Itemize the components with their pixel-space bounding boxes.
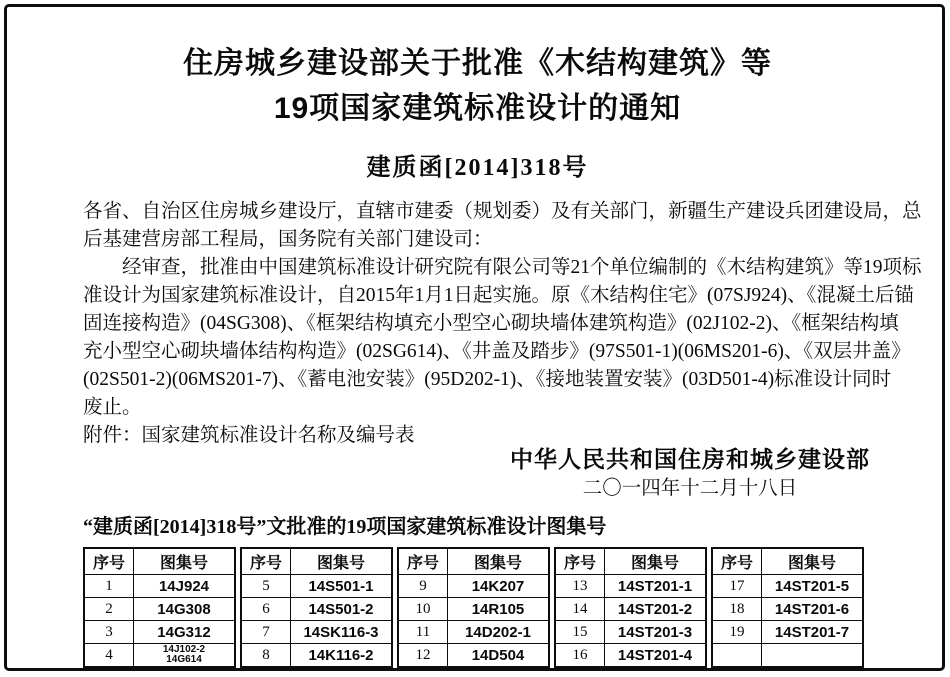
serial-cell: 14 [555, 598, 605, 621]
serial-header: 序号 [84, 548, 134, 575]
code-cell: 14ST201-1 [605, 575, 707, 598]
serial-cell: 12 [398, 644, 448, 668]
code-cell: 14G308 [134, 598, 236, 621]
catalog-table [711, 547, 864, 668]
code-header: 图集号 [291, 548, 393, 575]
serial-cell: 1 [84, 575, 134, 598]
code-cell: 14K116-2 [291, 644, 393, 668]
table-row [398, 621, 549, 644]
page-border-frame [4, 4, 945, 671]
table-row [241, 644, 392, 668]
code-header: 图集号 [762, 548, 864, 575]
code-cell: 14D504 [448, 644, 550, 668]
code-line: 14G614 [166, 654, 202, 665]
table-row [712, 644, 863, 668]
catalog-table [554, 547, 707, 668]
serial-cell: 13 [555, 575, 605, 598]
code-cell: 14ST201-2 [605, 598, 707, 621]
serial-cell: 5 [241, 575, 291, 598]
signature-block [510, 444, 870, 502]
table-row [398, 644, 549, 668]
atlas-number-tables [83, 547, 872, 668]
table-header-row [555, 548, 706, 575]
issuer-name: 中华人民共和国住房和城乡建设部 [510, 446, 870, 472]
code-cell: 14D202-1 [448, 621, 550, 644]
code-cell [762, 644, 864, 668]
table-header-row [241, 548, 392, 575]
table-row [555, 575, 706, 598]
table-row [398, 575, 549, 598]
code-cell: 14ST201-7 [762, 621, 864, 644]
table-row [712, 575, 863, 598]
table-row [84, 621, 235, 644]
code-cell: 14SK116-3 [291, 621, 393, 644]
body-line: 后基建营房部工程局，国务院有关部门建设司： [83, 229, 493, 250]
title-line-2: 19项国家建筑标准设计的通知 [273, 92, 682, 125]
issue-date: 二〇一四年十二月十八日 [582, 478, 798, 499]
serial-cell: 15 [555, 621, 605, 644]
serial-cell: 9 [398, 575, 448, 598]
document-body [83, 198, 922, 422]
code-cell: 14S501-1 [291, 575, 393, 598]
serial-cell [712, 644, 762, 668]
serial-cell: 16 [555, 644, 605, 668]
serial-cell: 10 [398, 598, 448, 621]
table-header-row [84, 548, 235, 575]
catalog-table [397, 547, 550, 668]
table-row [712, 598, 863, 621]
code-cell: 14ST201-4 [605, 644, 707, 668]
table-row [84, 598, 235, 621]
serial-cell: 17 [712, 575, 762, 598]
body-line: 充小型空心砌块墙体结构构造》(02SG614)、《井盖及踏步》(97S501-1)(06MS201-6)、《双层井盖》 [83, 341, 911, 362]
code-cell: 14K207 [448, 575, 550, 598]
code-cell: 14S501-2 [291, 598, 393, 621]
code-cell: 14J924 [134, 575, 236, 598]
table-row [241, 621, 392, 644]
table-row [84, 575, 235, 598]
code-cell: 14G312 [134, 621, 236, 644]
body-line: 各省、自治区住房城乡建设厅，直辖市建委（规划委）及有关部门，新疆生产建设兵团建设局，总 [83, 201, 922, 222]
table-header-row [712, 548, 863, 575]
table-row [398, 598, 549, 621]
code-cell: 14ST201-5 [762, 575, 864, 598]
table-row [712, 621, 863, 644]
serial-header: 序号 [398, 548, 448, 575]
code-cell: 14ST201-6 [762, 598, 864, 621]
body-line: 准设计为国家建筑标准设计，自2015年1月1日起实施。原《木结构住宅》(07SJ924)、《混凝土后锚 [83, 285, 914, 306]
code-line: 14J102-2 [162, 644, 206, 655]
table-row [84, 644, 235, 668]
document-number: 建质函[2014]318号 [366, 155, 589, 181]
code-header: 图集号 [605, 548, 707, 575]
table-row [555, 644, 706, 668]
table-row [241, 575, 392, 598]
attachment-note: 附件：国家建筑标准设计名称及编号表 [83, 425, 415, 446]
serial-cell: 19 [712, 621, 762, 644]
serial-cell: 7 [241, 621, 291, 644]
code-cell: 14ST201-3 [605, 621, 707, 644]
code-header: 图集号 [448, 548, 550, 575]
document-title [83, 41, 872, 131]
table-row [555, 621, 706, 644]
body-line: 经审查，批准由中国建筑标准设计研究院有限公司等21个单位编制的《木结构建筑》等19项标 [122, 257, 922, 278]
table-caption: “建质函[2014]318号”文批准的19项国家建筑标准设计图集号 [83, 516, 607, 538]
code-cell: 14R105 [448, 598, 550, 621]
serial-header: 序号 [555, 548, 605, 575]
table-row [241, 598, 392, 621]
serial-cell: 3 [84, 621, 134, 644]
table-row [555, 598, 706, 621]
code-header: 图集号 [134, 548, 236, 575]
serial-cell: 8 [241, 644, 291, 668]
serial-cell: 18 [712, 598, 762, 621]
title-line-1: 住房城乡建设部关于批准《木结构建筑》等 [183, 47, 772, 80]
catalog-table [83, 547, 236, 668]
serial-header: 序号 [712, 548, 762, 575]
serial-header: 序号 [241, 548, 291, 575]
serial-cell: 4 [84, 644, 134, 668]
serial-cell: 6 [241, 598, 291, 621]
code-cell [134, 644, 236, 668]
serial-cell: 11 [398, 621, 448, 644]
catalog-table [240, 547, 393, 668]
body-line: (02S501-2)(06MS201-7)、《蓄电池安装》(95D202-1)、《接地装置安装》(03D501-4)标准设计同时 [83, 369, 892, 390]
body-line: 废止。 [83, 397, 142, 418]
body-line: 固连接构造》(04SG308)、《框架结构填充小型空心砌块墙体建筑构造》(02J102-2)、《框架结构填 [83, 313, 899, 334]
serial-cell: 2 [84, 598, 134, 621]
table-header-row [398, 548, 549, 575]
